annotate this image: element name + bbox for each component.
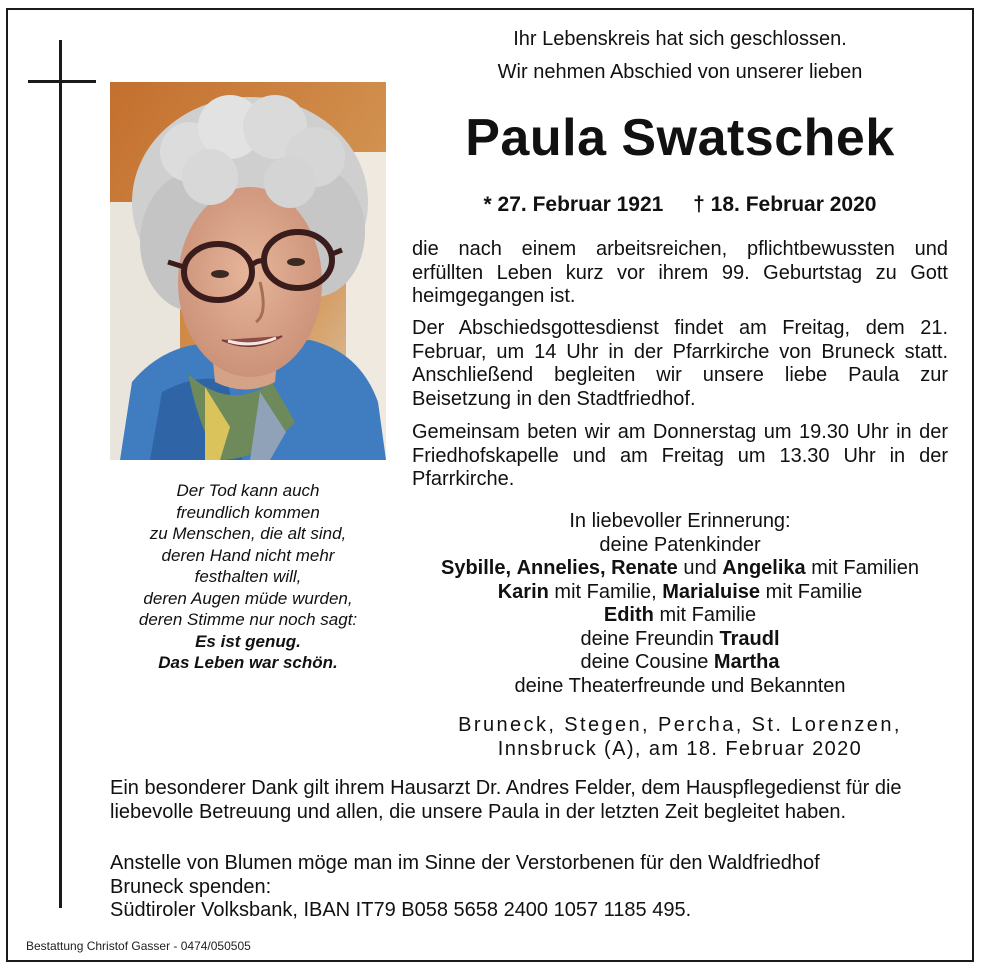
- donation-line: Anstelle von Blumen möge man im Sinne der Verstorbenen für den Waldfriedhof: [110, 852, 820, 874]
- donation-bank-details: Südtiroler Volksbank, IBAN IT79 B058 5658 2400 1057 1185 495.: [110, 899, 692, 921]
- quote-line: deren Stimme nur noch sagt:: [138, 610, 358, 629]
- portrait-photo: [110, 82, 386, 460]
- mourner-name: Karin: [497, 580, 549, 603]
- quote-line: Der Tod kann auch: [176, 481, 320, 500]
- mourner-text: deine Cousine: [580, 651, 709, 673]
- quote-line: deren Hand nicht mehr: [161, 545, 335, 565]
- mourner-name: Angelika: [722, 557, 806, 579]
- death-date: † 18. Februar 2020: [693, 193, 877, 216]
- mourners-line: deine Theaterfreunde und Bekannten: [514, 674, 846, 697]
- mourner-name: Sybille,: [441, 557, 512, 579]
- mourners-line: [400, 557, 960, 581]
- mourners-heading: In liebevoller Erinnerung:: [569, 510, 791, 532]
- mourner-text: mit Familie: [765, 580, 863, 603]
- mourner-name: Renate: [611, 557, 678, 579]
- mourner-name: Martha: [713, 651, 780, 673]
- paragraph-passing: die nach einem arbeitsreichen, pflichtbewussten und erfüllten Leben kurz vor ihrem 99. Geburtstag zu Gott heimgegangen ist.: [412, 238, 948, 307]
- quote-line: freundlich kommen: [176, 502, 320, 522]
- mourners-line: [400, 651, 960, 675]
- mourners-list: [400, 510, 960, 698]
- mourner-text: mit Familien: [811, 557, 919, 579]
- mourners-line: [400, 604, 960, 628]
- mourners-line: [400, 581, 960, 605]
- mourner-name: Edith: [603, 604, 654, 626]
- quote-line: zu Menschen, die alt sind,: [149, 524, 347, 543]
- mourners-line: deine Patenkinder: [599, 533, 761, 556]
- place-line-2: Innsbruck (A), am 18. Februar 2020: [497, 738, 863, 760]
- mourner-text: mit Familie: [659, 604, 757, 626]
- paragraph-funeral-service: Der Abschiedsgottesdienst findet am Freitag, dem 21. Februar, um 14 Uhr in der Pfarrkirche von Bruneck statt. Anschließend begleiten wir unsere liebe Paula zur Beisetzung in den Stadtfriedhof.: [412, 317, 948, 410]
- donation-paragraph: [110, 852, 950, 923]
- life-dates: [400, 193, 960, 217]
- mourners-line: [400, 628, 960, 652]
- mourner-name: Annelies,: [516, 557, 606, 579]
- thanks-paragraph: Ein besonderer Dank gilt ihrem Hausarzt Dr. Andres Felder, dem Hauspflegedienst für die liebevolle Betreuung und allen, die unsere Paula in der letzten Zeit begleitet haben.: [110, 777, 902, 823]
- mourner-name: Traudl: [719, 627, 780, 650]
- mourner-text: und: [683, 557, 717, 579]
- paragraph-prayer: Gemeinsam beten wir am Donnerstag um 19.30 Uhr in der Friedhofskapelle und am Freitag um 13.30 Uhr in der Pfarrkirche.: [412, 421, 948, 490]
- place-and-date: [400, 713, 960, 761]
- cross-vertical-bar: [59, 40, 62, 908]
- intro-line-1: Ihr Lebenskreis hat sich geschlossen.: [513, 28, 847, 50]
- birth-date: * 27. Februar 1921: [483, 193, 664, 216]
- mourner-text: mit Familie,: [554, 580, 657, 603]
- mourner-name: Marialuise: [662, 580, 761, 603]
- donation-line: Bruneck spenden:: [110, 875, 272, 898]
- cross-horizontal-bar: [28, 80, 96, 83]
- quote-line: deren Augen müde wurden,: [143, 588, 353, 608]
- place-line-1: Bruneck, Stegen, Percha, St. Lorenzen,: [458, 714, 902, 736]
- quote-line: festhalten will,: [194, 567, 302, 586]
- quote-bold-line: Es ist genug.: [195, 631, 301, 651]
- quote-bold-line: Das Leben war schön.: [158, 653, 338, 672]
- memorial-quote: [110, 480, 386, 674]
- deceased-name: Paula Swatschek: [465, 109, 895, 167]
- mourner-text: deine Freundin: [580, 627, 714, 650]
- funeral-home-footer: Bestattung Christof Gasser - 0474/050505: [26, 939, 251, 953]
- intro-line-2: Wir nehmen Abschied von unserer lieben: [497, 61, 863, 83]
